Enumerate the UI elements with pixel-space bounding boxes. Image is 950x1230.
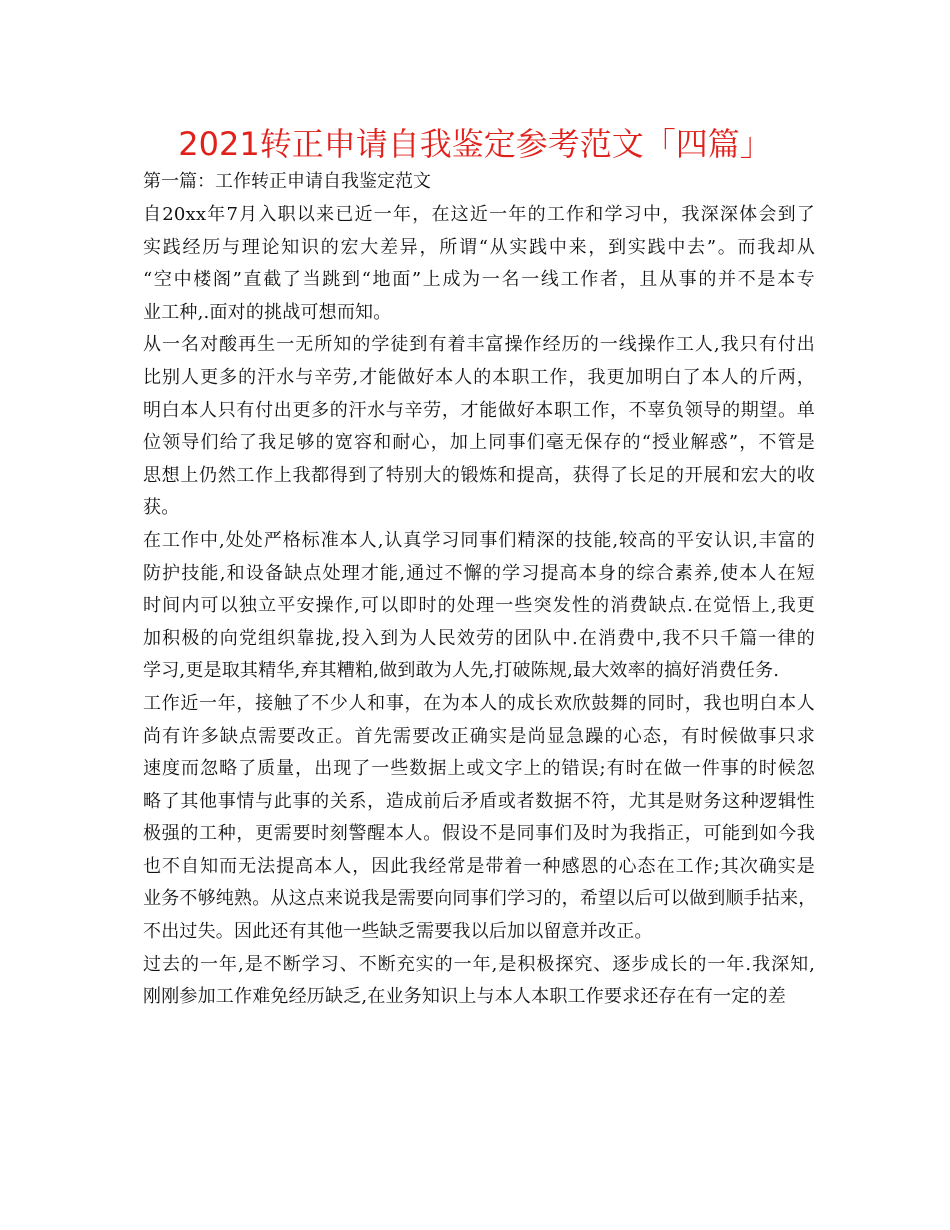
paragraph-line: 时间内可以独立平安操作,可以即时的处理一些突发性的消费缺点.在觉悟上,我更 (143, 595, 815, 617)
paragraph-line: 思想上仍然工作上我都得到了特别大的锻炼和提高，获得了长足的开展和宏大的收 (143, 464, 815, 486)
paragraph (143, 525, 815, 688)
paragraph-line: 不出过失。因此还有其他一些缺乏需要我以后加以留意并改正。 (143, 921, 653, 943)
paragraph-line: 自20xx年7月入职以来已近一年，在这近一年的工作和学习中，我深深体会到了 (143, 204, 815, 225)
paragraph-line: 刚刚参加工作难免经历缺乏,在业务知识上与本人本职工作要求还存在有一定的差 (143, 986, 786, 1008)
paragraph-line: 速度而忽略了质量，出现了一些数据上或文字上的错误;有时在做一件事的时候忽 (143, 758, 815, 780)
paragraph-container (143, 199, 815, 1014)
paragraph-line: 过去的一年,是不断学习、不断充实的一年,是积极探究、逐步成长的一年.我深知, (143, 953, 815, 975)
paragraph (143, 329, 815, 525)
paragraph-line: 工作近一年，接触了不少人和事，在为本人的成长欢欣鼓舞的同时，我也明白本人 (143, 692, 815, 714)
paragraph-line: 实践经历与理论知识的宏大差异，所谓“从实践中来，到实践中去”。而我却从 (143, 236, 815, 258)
paragraph-line: 加积极的向党组织靠拢,投入到为人民效劳的团队中.在消费中,我不只千篇一律的 (143, 627, 815, 649)
paragraph-line: 获。 (143, 497, 180, 519)
paragraph (143, 688, 815, 949)
paragraph-line: 尚有许多缺点需要改正。首先需要改正确实是尚显急躁的心态，有时候做事只求 (143, 725, 815, 747)
paragraph-line: 防护技能,和设备缺点处理才能,通过不懈的学习提高本身的综合素养,使本人在短 (143, 562, 815, 584)
paragraph-line: 明白本人只有付出更多的汗水与辛劳，才能做好本职工作，不辜负领导的期望。单 (143, 399, 815, 421)
document-title: 2021转正申请自我鉴定参考范文「四篇」 (178, 125, 772, 163)
section-heading: 第一篇：工作转正申请自我鉴定范文 (143, 171, 431, 192)
paragraph-line: 也不自知而无法提高本人，因此我经常是带着一种感恩的心态在工作;其次确实是 (143, 855, 815, 877)
paragraph-line: 略了其他事情与此事的关系，造成前后矛盾或者数据不符，尤其是财务这种逻辑性 (143, 790, 815, 812)
paragraph-line: 业务不够纯熟。从这点来说我是需要向同事们学习的，希望以后可以做到顺手拈来， (143, 888, 817, 910)
paragraph-line: 比别人更多的汗水与辛劳,才能做好本人的本职工作，我更加明白了本人的斤两， (143, 366, 815, 388)
paragraph-line: 位领导们给了我足够的宽容和耐心，加上同事们毫无保存的“授业解惑”，不管是 (143, 432, 815, 454)
document-body (143, 171, 815, 1014)
paragraph-line: 从一名对酸再生一无所知的学徒到有着丰富操作经历的一线操作工人,我只有付出 (143, 334, 815, 356)
paragraph (143, 199, 815, 329)
paragraph-line: 学习,更是取其精华,弃其糟粕,做到敢为人先,打破陈规,最大效率的搞好消费任务. (143, 660, 780, 682)
paragraph-line: 业工种,.面对的挑战可想而知。 (143, 301, 392, 323)
paragraph-line: “空中楼阁”直截了当跳到“地面”上成为一名一线工作者，且从事的并不是本专 (143, 269, 815, 291)
paragraph-line: 在工作中,处处严格标准本人,认真学习同事们精深的技能,较高的平安认识,丰富的 (143, 529, 815, 551)
paragraph (143, 949, 815, 1014)
paragraph-line: 极强的工种，更需要时刻警醒本人。假设不是同事们及时为我指正，可能到如今我 (143, 823, 815, 845)
